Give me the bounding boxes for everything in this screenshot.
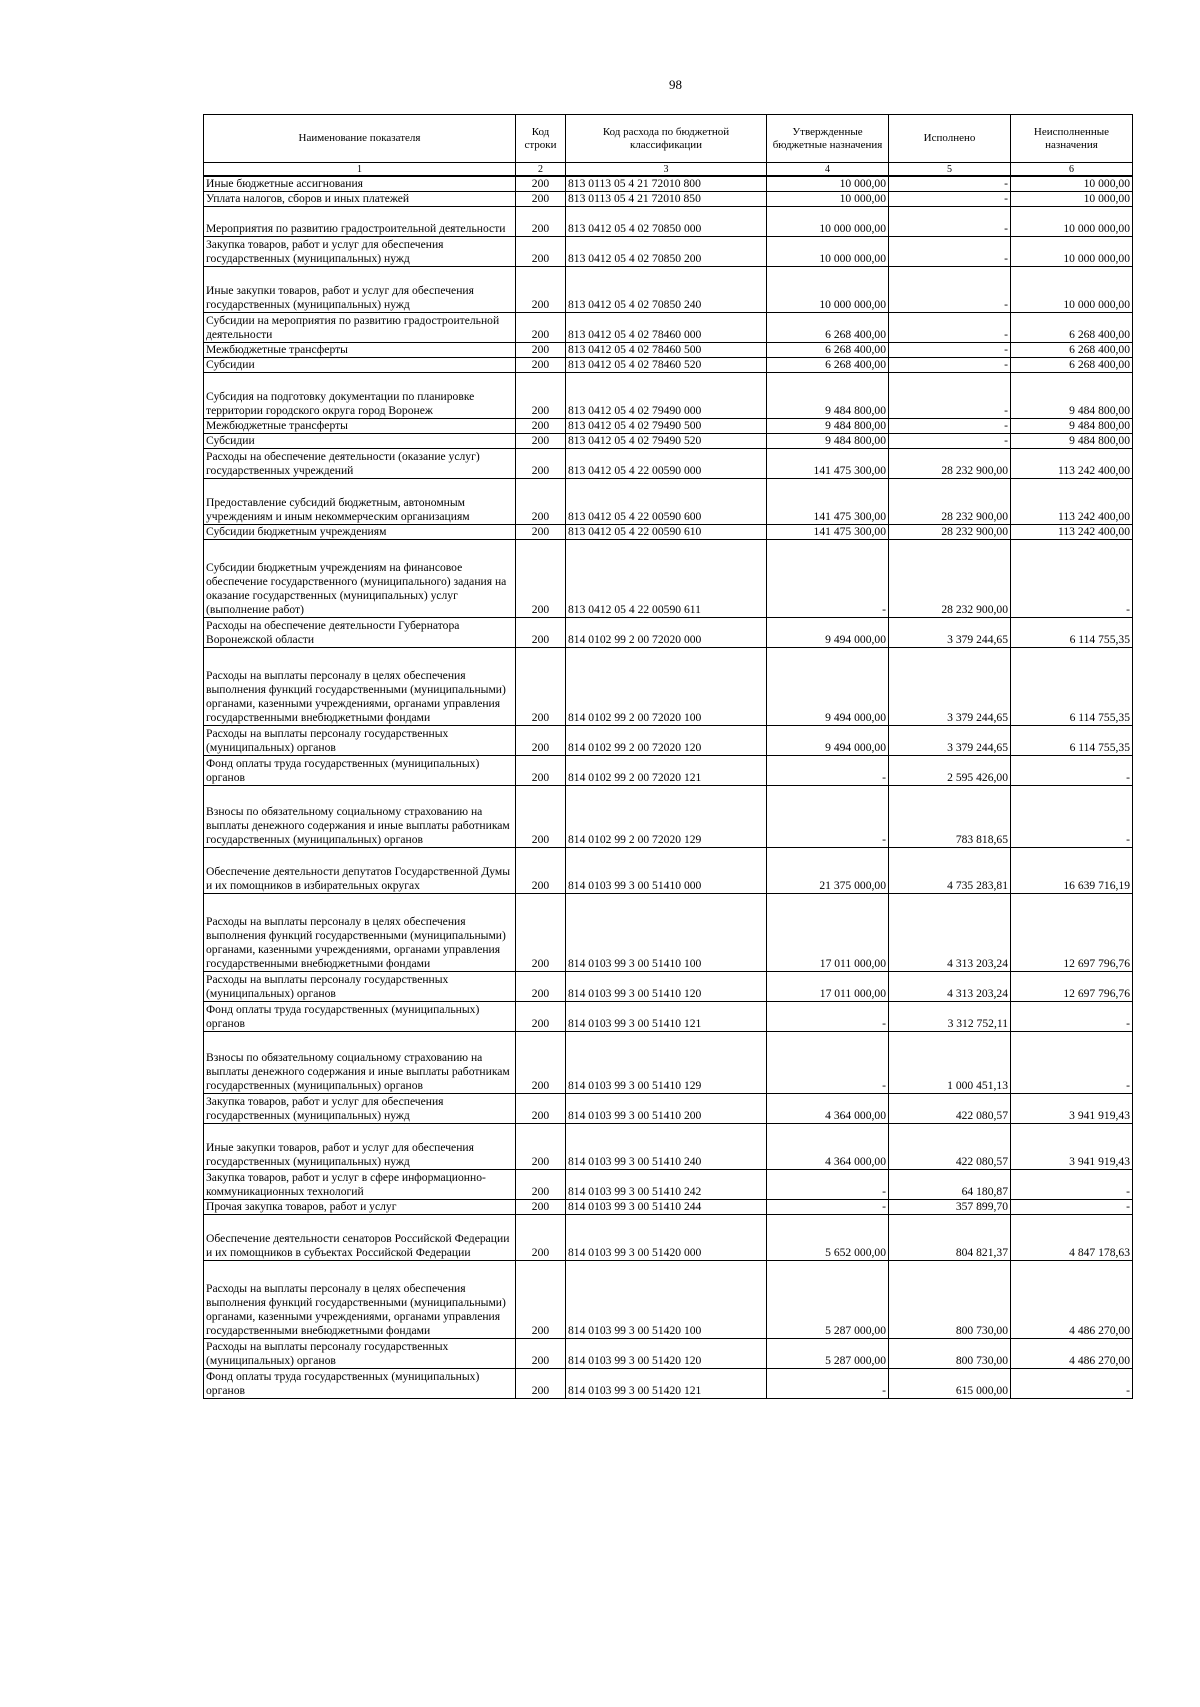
row-name: Фонд оплаты труда государственных (муниципальных) органов	[204, 1002, 516, 1032]
row-expense-code: 814 0103 99 3 00 51420 120	[566, 1339, 767, 1369]
row-approved: 10 000,00	[767, 192, 889, 207]
row-executed: 3 379 244,65	[889, 618, 1011, 648]
row-line-code: 200	[516, 373, 566, 419]
row-line-code: 200	[516, 1124, 566, 1170]
row-executed: 422 080,57	[889, 1124, 1011, 1170]
row-unexecuted: -	[1011, 1032, 1133, 1094]
row-approved: 21 375 000,00	[767, 848, 889, 894]
row-expense-code: 813 0412 05 4 02 79490 000	[566, 373, 767, 419]
row-line-code: 200	[516, 648, 566, 726]
header-unexecuted: Неисполненные назначения	[1011, 115, 1133, 163]
row-approved: -	[767, 1369, 889, 1399]
row-line-code: 200	[516, 1200, 566, 1215]
row-executed: 1 000 451,13	[889, 1032, 1011, 1094]
table-row	[204, 894, 1133, 972]
row-name: Фонд оплаты труда государственных (муниципальных) органов	[204, 756, 516, 786]
row-executed: -	[889, 419, 1011, 434]
row-executed: 4 313 203,24	[889, 894, 1011, 972]
row-unexecuted: 6 114 755,35	[1011, 618, 1133, 648]
table-row	[204, 540, 1133, 618]
row-executed: 28 232 900,00	[889, 525, 1011, 540]
row-executed: 28 232 900,00	[889, 540, 1011, 618]
row-expense-code: 814 0103 99 3 00 51410 120	[566, 972, 767, 1002]
row-executed: 804 821,37	[889, 1215, 1011, 1261]
row-approved: 10 000,00	[767, 176, 889, 192]
table-row	[204, 525, 1133, 540]
row-unexecuted: 6 114 755,35	[1011, 648, 1133, 726]
row-name: Предоставление субсидий бюджетным, автономным учреждениям и иным некоммерческим организациям	[204, 479, 516, 525]
row-unexecuted: 6 268 400,00	[1011, 343, 1133, 358]
row-name: Расходы на обеспечение деятельности (оказание услуг) государственных учреждений	[204, 449, 516, 479]
row-executed: -	[889, 313, 1011, 343]
row-line-code: 200	[516, 848, 566, 894]
header-expense-code: Код расхода по бюджетной классификации	[566, 115, 767, 163]
row-approved: 9 484 800,00	[767, 434, 889, 449]
row-executed: -	[889, 267, 1011, 313]
row-expense-code: 813 0412 05 4 22 00590 611	[566, 540, 767, 618]
row-approved: 10 000 000,00	[767, 237, 889, 267]
row-expense-code: 813 0412 05 4 02 78460 520	[566, 358, 767, 373]
column-number: 4	[767, 163, 889, 177]
row-expense-code: 814 0103 99 3 00 51410 244	[566, 1200, 767, 1215]
row-line-code: 200	[516, 237, 566, 267]
row-approved: 17 011 000,00	[767, 972, 889, 1002]
row-unexecuted: 10 000 000,00	[1011, 237, 1133, 267]
row-line-code: 200	[516, 618, 566, 648]
row-approved: 9 484 800,00	[767, 373, 889, 419]
row-name: Закупка товаров, работ и услуг для обеспечения государственных (муниципальных) нужд	[204, 1094, 516, 1124]
column-number: 2	[516, 163, 566, 177]
row-expense-code: 814 0103 99 3 00 51420 000	[566, 1215, 767, 1261]
row-approved: -	[767, 1200, 889, 1215]
table-row	[204, 207, 1133, 237]
table-row	[204, 756, 1133, 786]
table-row	[204, 267, 1133, 313]
table-row	[204, 419, 1133, 434]
row-executed: 3 379 244,65	[889, 726, 1011, 756]
row-name: Расходы на выплаты персоналу государственных (муниципальных) органов	[204, 1339, 516, 1369]
row-approved: -	[767, 786, 889, 848]
table-row	[204, 434, 1133, 449]
row-approved: 9 494 000,00	[767, 726, 889, 756]
row-name: Субсидии	[204, 434, 516, 449]
table-row	[204, 1369, 1133, 1399]
table-row	[204, 192, 1133, 207]
row-unexecuted: 10 000,00	[1011, 176, 1133, 192]
row-executed: 3 379 244,65	[889, 648, 1011, 726]
row-executed: 357 899,70	[889, 1200, 1011, 1215]
row-line-code: 200	[516, 192, 566, 207]
row-approved: -	[767, 1032, 889, 1094]
row-unexecuted: -	[1011, 1170, 1133, 1200]
row-line-code: 200	[516, 726, 566, 756]
row-name: Взносы по обязательному социальному страхованию на выплаты денежного содержания и иные выплаты работникам государственных (муниципальных) органов	[204, 786, 516, 848]
row-line-code: 200	[516, 207, 566, 237]
row-line-code: 200	[516, 525, 566, 540]
table-row	[204, 358, 1133, 373]
row-approved: 10 000 000,00	[767, 267, 889, 313]
row-unexecuted: 10 000 000,00	[1011, 267, 1133, 313]
row-name: Расходы на выплаты персоналу государственных (муниципальных) органов	[204, 972, 516, 1002]
table-row	[204, 1170, 1133, 1200]
row-name: Иные бюджетные ассигнования	[204, 176, 516, 192]
row-approved: 9 484 800,00	[767, 419, 889, 434]
row-unexecuted: 3 941 919,43	[1011, 1124, 1133, 1170]
header-line-code: Код строки	[516, 115, 566, 163]
row-approved: -	[767, 1002, 889, 1032]
row-executed: -	[889, 373, 1011, 419]
row-approved: 141 475 300,00	[767, 479, 889, 525]
row-expense-code: 814 0103 99 3 00 51410 242	[566, 1170, 767, 1200]
row-line-code: 200	[516, 1369, 566, 1399]
row-executed: 28 232 900,00	[889, 449, 1011, 479]
row-unexecuted: 9 484 800,00	[1011, 419, 1133, 434]
budget-execution-table	[203, 114, 1133, 1399]
row-expense-code: 813 0412 05 4 02 79490 520	[566, 434, 767, 449]
row-approved: -	[767, 540, 889, 618]
row-name: Обеспечение деятельности сенаторов Российской Федерации и их помощников в субъектах Российской Федерации	[204, 1215, 516, 1261]
row-unexecuted: 12 697 796,76	[1011, 972, 1133, 1002]
row-executed: 800 730,00	[889, 1339, 1011, 1369]
column-number: 3	[566, 163, 767, 177]
row-name: Обеспечение деятельности депутатов Государственной Думы и их помощников в избирательных округах	[204, 848, 516, 894]
row-approved: 5 287 000,00	[767, 1339, 889, 1369]
row-expense-code: 813 0412 05 4 22 00590 610	[566, 525, 767, 540]
row-name: Субсидии	[204, 358, 516, 373]
column-number: 1	[204, 163, 516, 177]
row-line-code: 200	[516, 1261, 566, 1339]
row-expense-code: 813 0412 05 4 02 70850 240	[566, 267, 767, 313]
row-approved: 17 011 000,00	[767, 894, 889, 972]
row-executed: -	[889, 192, 1011, 207]
table-row	[204, 726, 1133, 756]
row-unexecuted: -	[1011, 1002, 1133, 1032]
row-approved: 5 287 000,00	[767, 1261, 889, 1339]
row-unexecuted: -	[1011, 756, 1133, 786]
row-executed: -	[889, 343, 1011, 358]
table-row	[204, 313, 1133, 343]
row-executed: -	[889, 434, 1011, 449]
row-name: Межбюджетные трансферты	[204, 419, 516, 434]
header-approved: Утвержденные бюджетные назначения	[767, 115, 889, 163]
row-line-code: 200	[516, 434, 566, 449]
row-approved: 141 475 300,00	[767, 449, 889, 479]
row-approved: 9 494 000,00	[767, 648, 889, 726]
row-name: Взносы по обязательному социальному страхованию на выплаты денежного содержания и иные выплаты работникам государственных (муниципальных) органов	[204, 1032, 516, 1094]
row-line-code: 200	[516, 267, 566, 313]
row-expense-code: 814 0102 99 2 00 72020 120	[566, 726, 767, 756]
row-name: Закупка товаров, работ и услуг в сфере информационно-коммуникационных технологий	[204, 1170, 516, 1200]
row-approved: 9 494 000,00	[767, 618, 889, 648]
table-row	[204, 1215, 1133, 1261]
row-executed: -	[889, 237, 1011, 267]
row-executed: -	[889, 176, 1011, 192]
row-unexecuted: 16 639 716,19	[1011, 848, 1133, 894]
row-name: Прочая закупка товаров, работ и услуг	[204, 1200, 516, 1215]
row-expense-code: 814 0103 99 3 00 51420 100	[566, 1261, 767, 1339]
row-approved: 6 268 400,00	[767, 343, 889, 358]
row-line-code: 200	[516, 972, 566, 1002]
row-line-code: 200	[516, 894, 566, 972]
table-row	[204, 972, 1133, 1002]
row-executed: -	[889, 207, 1011, 237]
row-executed: 783 818,65	[889, 786, 1011, 848]
row-expense-code: 813 0412 05 4 02 78460 500	[566, 343, 767, 358]
row-unexecuted: 113 242 400,00	[1011, 479, 1133, 525]
row-expense-code: 813 0412 05 4 02 78460 000	[566, 313, 767, 343]
row-name: Расходы на выплаты персоналу государственных (муниципальных) органов	[204, 726, 516, 756]
row-name: Расходы на выплаты персоналу в целях обеспечения выполнения функций государственными (муниципальными) органами, казенными учреждениями, органами управления государственными внебюджетными фондами	[204, 894, 516, 972]
row-expense-code: 814 0103 99 3 00 51410 121	[566, 1002, 767, 1032]
column-number: 6	[1011, 163, 1133, 177]
row-expense-code: 813 0412 05 4 22 00590 600	[566, 479, 767, 525]
column-number: 5	[889, 163, 1011, 177]
row-unexecuted: 9 484 800,00	[1011, 434, 1133, 449]
row-line-code: 200	[516, 343, 566, 358]
row-expense-code: 813 0412 05 4 02 70850 000	[566, 207, 767, 237]
table-row	[204, 1261, 1133, 1339]
row-line-code: 200	[516, 313, 566, 343]
row-unexecuted: 3 941 919,43	[1011, 1094, 1133, 1124]
row-unexecuted: 113 242 400,00	[1011, 525, 1133, 540]
row-line-code: 200	[516, 176, 566, 192]
row-name: Субсидии на мероприятия по развитию градостроительной деятельности	[204, 313, 516, 343]
row-approved: -	[767, 1170, 889, 1200]
row-name: Субсидия на подготовку документации по планировке территории городского округа город Воронеж	[204, 373, 516, 419]
row-unexecuted: 10 000 000,00	[1011, 207, 1133, 237]
table-row	[204, 479, 1133, 525]
row-unexecuted: -	[1011, 786, 1133, 848]
row-expense-code: 814 0103 99 3 00 51410 000	[566, 848, 767, 894]
row-approved: 4 364 000,00	[767, 1124, 889, 1170]
table-row	[204, 1124, 1133, 1170]
row-expense-code: 814 0102 99 2 00 72020 100	[566, 648, 767, 726]
row-approved: 4 364 000,00	[767, 1094, 889, 1124]
table-row	[204, 1200, 1133, 1215]
row-line-code: 200	[516, 479, 566, 525]
row-unexecuted: 4 847 178,63	[1011, 1215, 1133, 1261]
table-row	[204, 618, 1133, 648]
row-expense-code: 814 0103 99 3 00 51410 129	[566, 1032, 767, 1094]
row-line-code: 200	[516, 1002, 566, 1032]
row-executed: 64 180,87	[889, 1170, 1011, 1200]
table-row	[204, 237, 1133, 267]
row-unexecuted: 6 114 755,35	[1011, 726, 1133, 756]
header-row	[204, 115, 1133, 163]
row-unexecuted: 10 000,00	[1011, 192, 1133, 207]
table-row	[204, 343, 1133, 358]
row-name: Субсидии бюджетным учреждениям на финансовое обеспечение государственного (муниципального) задания на оказание государственных (муниципальных) услуг (выполнение работ)	[204, 540, 516, 618]
row-line-code: 200	[516, 540, 566, 618]
row-expense-code: 814 0102 99 2 00 72020 121	[566, 756, 767, 786]
row-executed: 422 080,57	[889, 1094, 1011, 1124]
row-unexecuted: 6 268 400,00	[1011, 313, 1133, 343]
row-name: Расходы на выплаты персоналу в целях обеспечения выполнения функций государственными (муниципальными) органами, казенными учреждениями, органами управления государственными внебюджетными фондами	[204, 1261, 516, 1339]
table-row	[204, 848, 1133, 894]
row-unexecuted: -	[1011, 540, 1133, 618]
row-unexecuted: 12 697 796,76	[1011, 894, 1133, 972]
row-name: Субсидии бюджетным учреждениям	[204, 525, 516, 540]
row-expense-code: 814 0103 99 3 00 51420 121	[566, 1369, 767, 1399]
table-row	[204, 1094, 1133, 1124]
row-name: Межбюджетные трансферты	[204, 343, 516, 358]
row-executed: 4 313 203,24	[889, 972, 1011, 1002]
row-line-code: 200	[516, 419, 566, 434]
row-expense-code: 813 0412 05 4 02 79490 500	[566, 419, 767, 434]
row-approved: -	[767, 756, 889, 786]
row-expense-code: 813 0113 05 4 21 72010 800	[566, 176, 767, 192]
row-expense-code: 814 0102 99 2 00 72020 129	[566, 786, 767, 848]
row-unexecuted: -	[1011, 1200, 1133, 1215]
table-row	[204, 373, 1133, 419]
row-unexecuted: 4 486 270,00	[1011, 1261, 1133, 1339]
table-row	[204, 648, 1133, 726]
row-line-code: 200	[516, 786, 566, 848]
header-name: Наименование показателя	[204, 115, 516, 163]
header-executed: Исполнено	[889, 115, 1011, 163]
row-expense-code: 814 0102 99 2 00 72020 000	[566, 618, 767, 648]
row-unexecuted: 6 268 400,00	[1011, 358, 1133, 373]
row-name: Уплата налогов, сборов и иных платежей	[204, 192, 516, 207]
table-row	[204, 1002, 1133, 1032]
row-unexecuted: 9 484 800,00	[1011, 373, 1133, 419]
row-expense-code: 814 0103 99 3 00 51410 200	[566, 1094, 767, 1124]
table-row	[204, 176, 1133, 192]
table-body	[204, 176, 1133, 1399]
row-name: Фонд оплаты труда государственных (муниципальных) органов	[204, 1369, 516, 1399]
page-number: 98	[669, 77, 682, 92]
row-line-code: 200	[516, 1032, 566, 1094]
row-line-code: 200	[516, 1339, 566, 1369]
row-executed: 2 595 426,00	[889, 756, 1011, 786]
row-unexecuted: -	[1011, 1369, 1133, 1399]
row-name: Расходы на обеспечение деятельности Губернатора Воронежской области	[204, 618, 516, 648]
row-approved: 10 000 000,00	[767, 207, 889, 237]
table-row	[204, 449, 1133, 479]
row-line-code: 200	[516, 1215, 566, 1261]
row-executed: 4 735 283,81	[889, 848, 1011, 894]
row-expense-code: 813 0113 05 4 21 72010 850	[566, 192, 767, 207]
row-name: Расходы на выплаты персоналу в целях обеспечения выполнения функций государственными (муниципальными) органами, казенными учреждениями, органами управления государственными внебюджетными фондами	[204, 648, 516, 726]
row-executed: -	[889, 358, 1011, 373]
row-line-code: 200	[516, 1170, 566, 1200]
row-name: Иные закупки товаров, работ и услуг для обеспечения государственных (муниципальных) нужд	[204, 1124, 516, 1170]
row-approved: 5 652 000,00	[767, 1215, 889, 1261]
row-name: Иные закупки товаров, работ и услуг для обеспечения государственных (муниципальных) нужд	[204, 267, 516, 313]
row-executed: 28 232 900,00	[889, 479, 1011, 525]
row-line-code: 200	[516, 449, 566, 479]
row-name: Закупка товаров, работ и услуг для обеспечения государственных (муниципальных) нужд	[204, 237, 516, 267]
table-row	[204, 1339, 1133, 1369]
table-row	[204, 786, 1133, 848]
row-line-code: 200	[516, 358, 566, 373]
row-line-code: 200	[516, 1094, 566, 1124]
row-executed: 615 000,00	[889, 1369, 1011, 1399]
row-expense-code: 813 0412 05 4 02 70850 200	[566, 237, 767, 267]
row-unexecuted: 4 486 270,00	[1011, 1339, 1133, 1369]
row-approved: 6 268 400,00	[767, 358, 889, 373]
row-expense-code: 813 0412 05 4 22 00590 000	[566, 449, 767, 479]
row-expense-code: 814 0103 99 3 00 51410 100	[566, 894, 767, 972]
row-unexecuted: 113 242 400,00	[1011, 449, 1133, 479]
table-row	[204, 1032, 1133, 1094]
row-line-code: 200	[516, 756, 566, 786]
row-expense-code: 814 0103 99 3 00 51410 240	[566, 1124, 767, 1170]
row-approved: 6 268 400,00	[767, 313, 889, 343]
row-executed: 3 312 752,11	[889, 1002, 1011, 1032]
row-executed: 800 730,00	[889, 1261, 1011, 1339]
row-approved: 141 475 300,00	[767, 525, 889, 540]
row-name: Мероприятия по развитию градостроительной деятельности	[204, 207, 516, 237]
column-numbers-row	[204, 163, 1133, 177]
